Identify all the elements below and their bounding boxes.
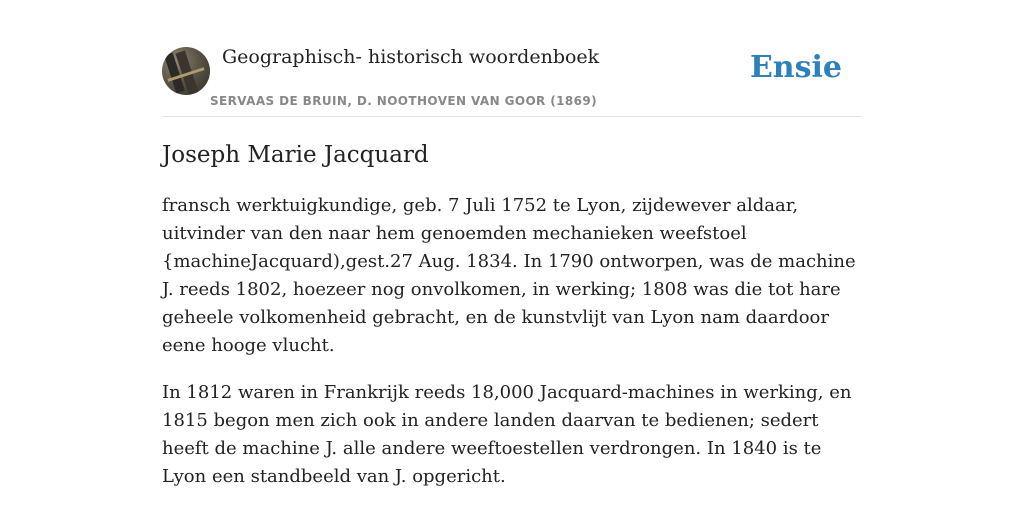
dictionary-header — [162, 46, 862, 117]
article-paragraph: fransch werktuigkundige, geb. 7 Juli 1752 te Lyon, zijdewever aldaar, uitvinder van den naar hem genoemden mechanieken weefstoel {machineJacquard),gest.27 Aug. 1834. In 1790 ontworpen, was de machine J. reeds 1802, hoezeer nog onvolkomen, in werking; 1808 was die tot hare geheele volkomenheid gebracht, en de kunstvlijt van Lyon nam daardoor eene hooge vlucht. — [162, 195, 856, 356]
dictionary-cover-image[interactable] — [162, 47, 210, 95]
article-paragraph: In 1812 waren in Frankrijk reeds 18,000 Jacquard-machines in werking, en 1815 begon men zich ook in andere landen daarvan te bedienen; sedert heeft de machine J. alle andere weeftoestellen verdrongen. In 1840 is te Lyon een standbeeld van J. opgericht. — [162, 382, 852, 487]
article — [162, 138, 862, 491]
dictionary-title[interactable]: Geographisch- historisch woordenboek — [222, 46, 600, 68]
dictionary-authors: SERVAAS DE BRUIN, D. NOOTHOVEN VAN GOOR (1869) — [210, 94, 598, 108]
article-title: Joseph Marie Jacquard — [162, 142, 429, 168]
ensie-logo-link[interactable]: Ensie — [749, 50, 842, 85]
